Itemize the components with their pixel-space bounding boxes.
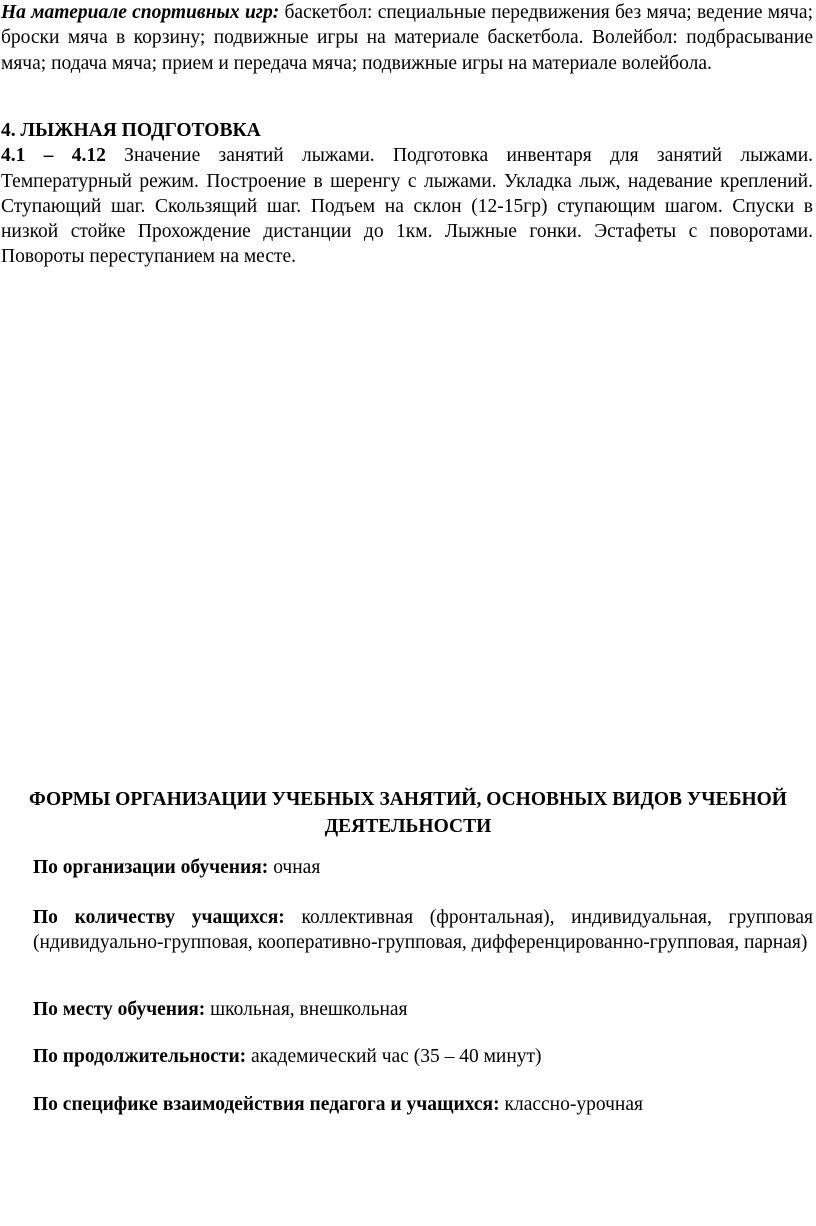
forms-title bbox=[0, 786, 816, 840]
sports-games-paragraph bbox=[1, 0, 813, 76]
ski-lead: 4.1 – 4.12 bbox=[1, 145, 106, 167]
forms-item-place bbox=[33, 997, 813, 1022]
sports-games-text bbox=[1, 0, 813, 76]
ski-section bbox=[1, 118, 813, 270]
forms-item-label: По количеству учащихся: bbox=[33, 907, 285, 928]
forms-item-value: коллективная (фронтальная), индивидуальная, групповая (ндивидуально-групповая, кооперативно-групповая, дифференцированно-групповая, парная) bbox=[33, 907, 813, 954]
forms-item-value: классно-урочная bbox=[499, 1094, 643, 1115]
ski-heading: 4. ЛЫЖНАЯ ПОДГОТОВКА bbox=[1, 120, 261, 141]
forms-item-value: академический час (35 – 40 минут) bbox=[246, 1046, 542, 1067]
ski-body: Значение занятий лыжами. Подготовка инвентаря для занятий лыжами. Температурный режим. Построение в шеренгу с лыжами. Укладка лыж, надевание креплений. Ступающий шаг. Скользящий шаг. Подъем на склон (12-15гр) ступающим шагом. Спуски в низкой стойке Прохождение дистанции до 1км. Лыжные гонки. Эстафеты с поворотами. Повороты переступанием на месте. bbox=[1, 145, 814, 268]
forms-item-organization bbox=[33, 855, 813, 880]
forms-item-duration bbox=[33, 1044, 813, 1069]
forms-item-label: По специфике взаимодействия педагога и учащихся: bbox=[33, 1094, 500, 1115]
forms-item-label: По организации обучения: bbox=[33, 857, 269, 878]
forms-item-interaction bbox=[33, 1092, 813, 1117]
forms-title-line-1: ФОРМЫ ОРГАНИЗАЦИИ УЧЕБНЫХ ЗАНЯТИЙ, ОСНОВНЫХ ВИДОВ УЧЕБНОЙ bbox=[29, 789, 787, 810]
forms-item-label: По месту обучения: bbox=[33, 999, 206, 1020]
forms-item-label: По продолжительности: bbox=[33, 1046, 247, 1067]
forms-item-value: очная bbox=[268, 857, 321, 878]
sports-games-body: баскетбол: специальные передвижения без мяча; ведение мяча; броски мяча в корзину; подвижные игры на материале баскетбола. Волейбол: подбрасывание мяча; подача мяча; прием и передача мяча; подвижные игры на материале волейбола. bbox=[1, 2, 813, 74]
ski-text bbox=[1, 143, 813, 269]
sports-games-lead: На материале спортивных игр: bbox=[1, 2, 280, 23]
forms-title-line-2: ДЕЯТЕЛЬНОСТИ bbox=[324, 816, 492, 837]
forms-item-students-count bbox=[33, 905, 813, 956]
forms-item-value: школьная, внешкольная bbox=[205, 999, 408, 1020]
